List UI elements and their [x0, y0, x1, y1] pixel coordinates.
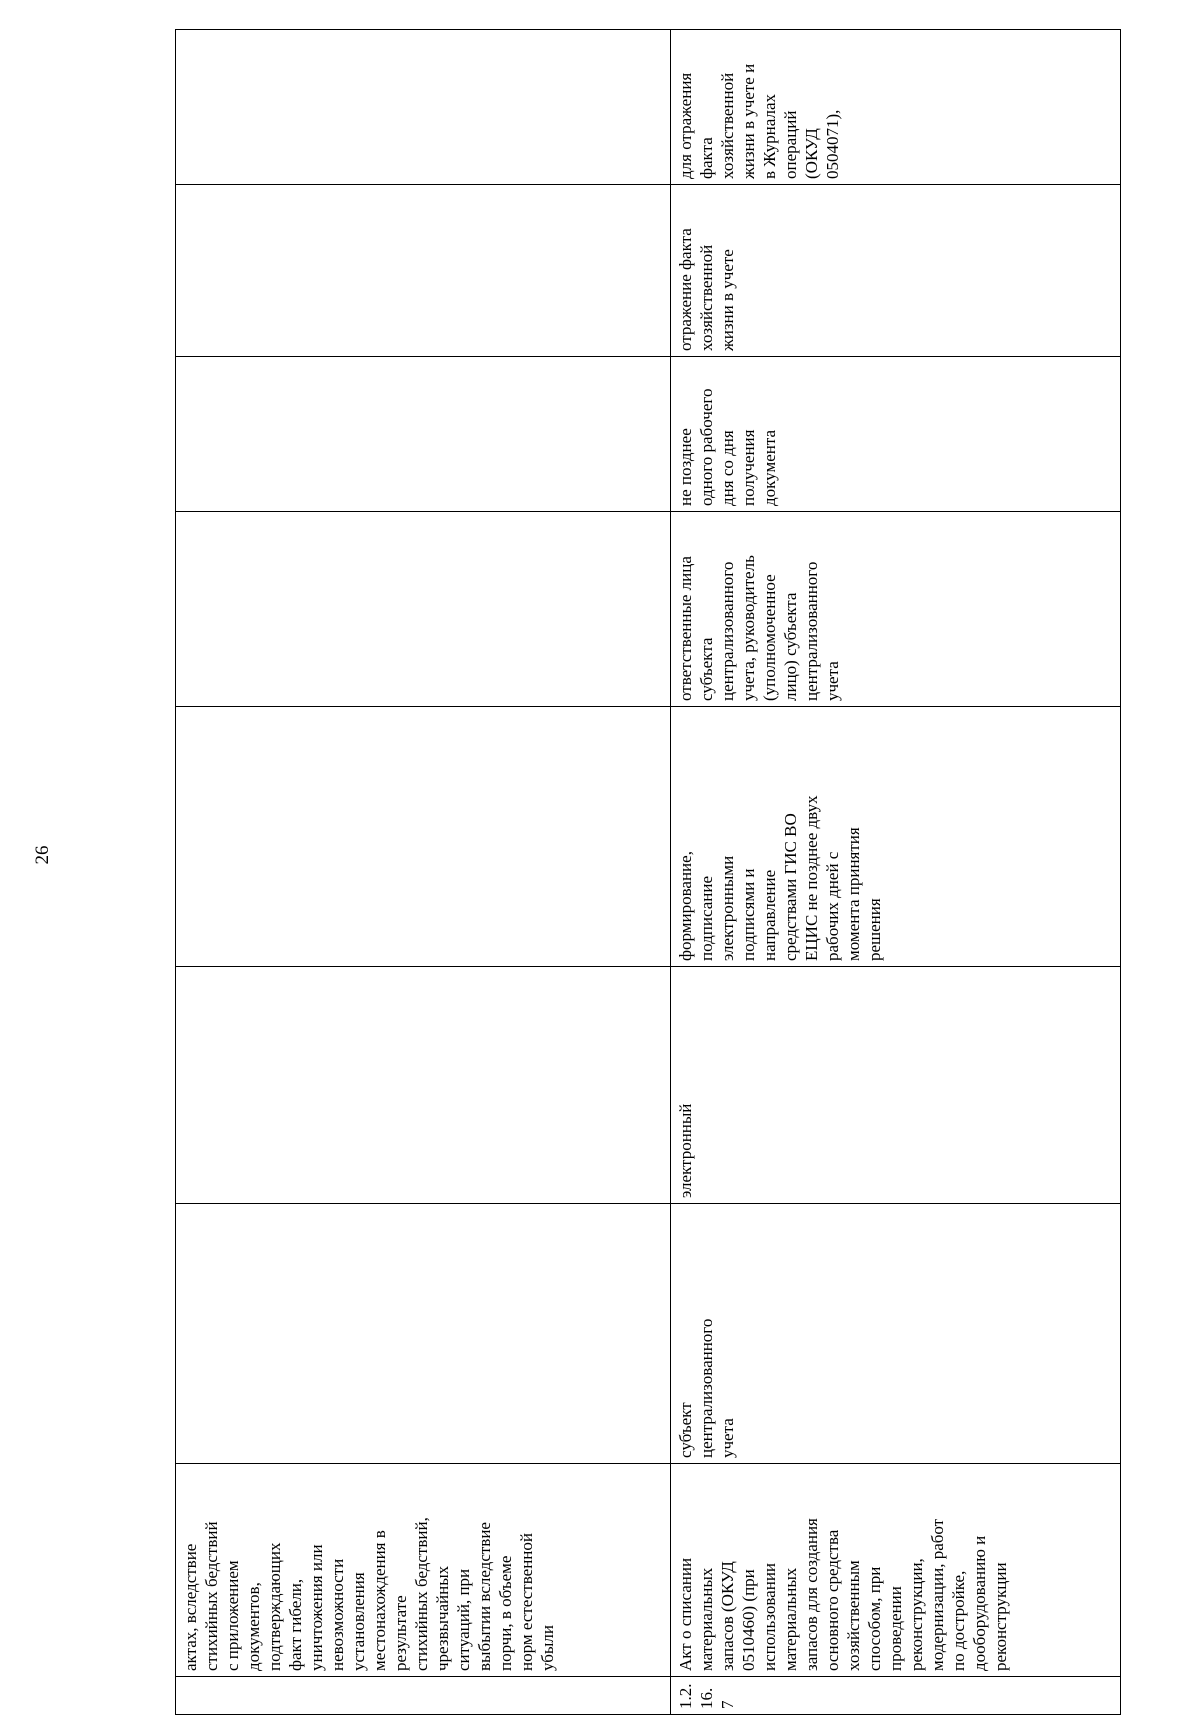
- cell-purpose: [176, 30, 671, 185]
- cell-number: [176, 1677, 671, 1715]
- cell-deadline: [176, 357, 671, 512]
- document-table: [175, 29, 1121, 1715]
- cell-creator: субъект централизованного учета: [671, 1204, 1121, 1464]
- cell-deadline: не позднее одного рабочего дня со дня получения документа: [671, 357, 1121, 512]
- cell-action: отражение факта хозяйственной жизни в учете: [671, 185, 1121, 357]
- cell-creator: [176, 1204, 671, 1464]
- page-number: 26: [32, 845, 53, 865]
- cell-responsible: [176, 512, 671, 707]
- cell-purpose: для отражения факта хозяйственной жизни в учете и в Журналах операций (ОКУД 0504071),: [671, 30, 1121, 185]
- table-row: [176, 30, 671, 1715]
- cell-procedure: формирование, подписание электронными подписями и направление средствами ГИС ВО ЕЦИС не позднее двух рабочих дней с момента принятия решения: [671, 707, 1121, 967]
- cell-procedure: [176, 707, 671, 967]
- cell-action: [176, 185, 671, 357]
- cell-document-name: Акт о списании материальных запасов (ОКУД 0510460) (при использовании материальных запасов для создания основного средства хозяйственным способом, при проведении реконструкции, модернизации, работ по достройке, дооборудованию и реконструкции: [671, 1464, 1121, 1677]
- cell-document-name: актах, вследствие стихийных бедствий с приложением документов, подтверждающих факт гибели, уничтожения или невозможности установления местонахождения в результате стихийных бедствий, чрезвычайных ситуаций, при выбытии вследствие порчи, в объеме норм естественной убыли: [176, 1464, 671, 1677]
- table-row: [671, 30, 1121, 1715]
- cell-format: электронный: [671, 967, 1121, 1204]
- cell-number: 1.2.16. 7: [671, 1677, 1121, 1715]
- rotated-page: [175, 30, 1120, 1715]
- rotated-content: [175, 30, 1120, 1715]
- cell-format: [176, 967, 671, 1204]
- cell-responsible: ответственные лица субъекта централизованного учета, руководитель (уполномоченное лицо) субъекта централизованного учета: [671, 512, 1121, 707]
